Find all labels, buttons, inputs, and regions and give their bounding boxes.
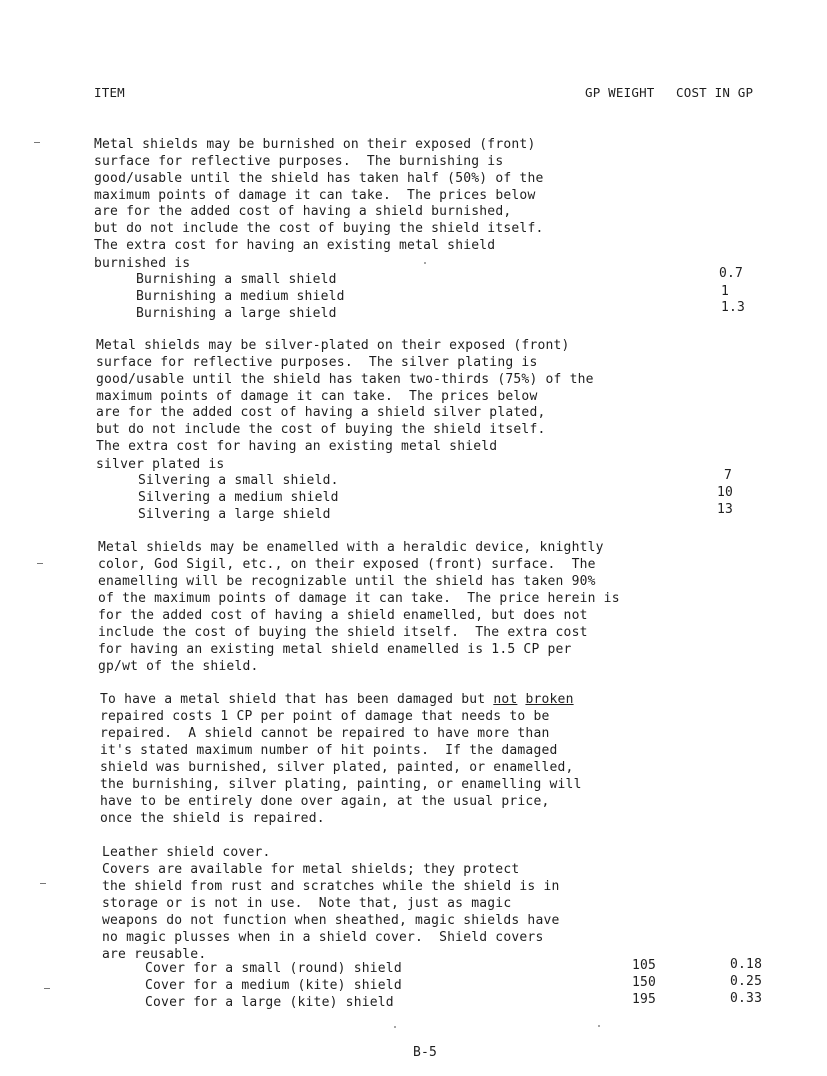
- price-item-cost: 10: [717, 485, 734, 500]
- paragraph-line: include the cost of buying the shield itself. The extra cost: [98, 625, 588, 640]
- price-item-label: Silvering a medium shield: [138, 490, 339, 505]
- repair-line-text: To have a metal shield that has been damaged but: [100, 692, 494, 707]
- scan-speck: [598, 1025, 600, 1027]
- page-number: B-5: [413, 1045, 438, 1060]
- scan-mark: [44, 988, 50, 989]
- paragraph-line: no magic plusses when in a shield cover. Shield covers: [102, 930, 544, 945]
- underlined-not: not: [493, 692, 518, 707]
- paragraph-line: Metal shields may be silver-plated on their exposed (front): [96, 338, 570, 353]
- paragraph-line: The extra cost for having an existing metal shield: [94, 238, 496, 253]
- price-item-weight: 195: [632, 992, 657, 1007]
- price-item-label: Burnishing a large shield: [136, 306, 337, 321]
- paragraph-line: Covers are available for metal shields; they protect: [102, 862, 520, 877]
- price-item-cost: 7: [724, 468, 733, 483]
- price-item-label: Burnishing a medium shield: [136, 289, 345, 304]
- paragraph-line: Metal shields may be burnished on their exposed (front): [94, 137, 536, 152]
- price-item-label: Cover for a large (kite) shield: [145, 995, 394, 1010]
- scan-mark: [34, 142, 40, 143]
- paragraph-line: Leather shield cover.: [102, 845, 271, 860]
- paragraph-line: burnished is: [94, 256, 191, 271]
- price-item-weight: 105: [632, 958, 657, 973]
- column-header-cost: COST IN GP: [676, 85, 754, 100]
- paragraph-line: [100, 692, 574, 709]
- paragraph-line: surface for reflective purposes. The silver plating is: [96, 355, 538, 370]
- paragraph-line: The extra cost for having an existing metal shield: [96, 439, 498, 454]
- paragraph-line: of the maximum points of damage it can take. The price herein is: [98, 591, 620, 606]
- paragraph-line: good/usable until the shield has taken two-thirds (75%) of the: [96, 372, 594, 387]
- paragraph-line: for having an existing metal shield enamelled is 1.5 CP per: [98, 642, 572, 657]
- price-item-cost: 0.7: [719, 266, 744, 281]
- underlined-broken: broken: [525, 692, 574, 707]
- price-item-weight: 150: [632, 975, 657, 990]
- paragraph-line: but do not include the cost of buying the shield itself.: [96, 422, 546, 437]
- paragraph-line: silver plated is: [96, 457, 225, 472]
- paragraph-line: weapons do not function when sheathed, magic shields have: [102, 913, 560, 928]
- paragraph-line: it's stated maximum number of hit points. If the damaged: [100, 743, 558, 758]
- paragraph-line: are for the added cost of having a shield burnished,: [94, 204, 512, 219]
- paragraph-line: once the shield is repaired.: [100, 811, 325, 826]
- paragraph-line: for the added cost of having a shield enamelled, but does not: [98, 608, 588, 623]
- paragraph-line: storage or is not in use. Note that, just as magic: [102, 896, 512, 911]
- scan-speck: [424, 262, 426, 264]
- paragraph-line: surface for reflective purposes. The burnishing is: [94, 154, 504, 169]
- price-item-cost: 1.3: [721, 300, 746, 315]
- paragraph-line: maximum points of damage it can take. The prices below: [94, 188, 536, 203]
- paragraph-line: the burnishing, silver plating, painting, or enamelling will: [100, 777, 582, 792]
- paragraph-line: but do not include the cost of buying the shield itself.: [94, 221, 544, 236]
- price-item-label: Silvering a small shield.: [138, 473, 339, 488]
- price-item-label: Cover for a small (round) shield: [145, 961, 402, 976]
- price-item-label: Cover for a medium (kite) shield: [145, 978, 402, 993]
- price-item-cost: 0.25: [730, 974, 763, 989]
- paragraph-line: color, God Sigil, etc., on their exposed (front) surface. The: [98, 557, 596, 572]
- paragraph-line: have to be entirely done over again, at the usual price,: [100, 794, 550, 809]
- price-item-label: Burnishing a small shield: [136, 272, 337, 287]
- price-item-cost: 1: [721, 284, 730, 299]
- paragraph-line: repaired costs 1 CP per point of damage that needs to be: [100, 709, 550, 724]
- paragraph-line: repaired. A shield cannot be repaired to have more than: [100, 726, 550, 741]
- column-header-gp-weight: GP WEIGHT: [585, 85, 655, 100]
- paragraph-line: are reusable.: [102, 947, 207, 962]
- column-header-item: ITEM: [94, 85, 125, 100]
- price-item-cost: 0.33: [730, 991, 763, 1006]
- paragraph-line: gp/wt of the shield.: [98, 659, 259, 674]
- scan-mark: [37, 563, 43, 564]
- scan-mark: [40, 883, 46, 884]
- paragraph-line: the shield from rust and scratches while the shield is in: [102, 879, 560, 894]
- paragraph-line: are for the added cost of having a shield silver plated,: [96, 405, 546, 420]
- price-item-label: Silvering a large shield: [138, 507, 331, 522]
- paragraph-line: shield was burnished, silver plated, painted, or enamelled,: [100, 760, 574, 775]
- price-item-cost: 0.18: [730, 957, 763, 972]
- paragraph-line: enamelling will be recognizable until the shield has taken 90%: [98, 574, 596, 589]
- price-item-cost: 13: [717, 502, 734, 517]
- paragraph-line: Metal shields may be enamelled with a heraldic device, knightly: [98, 540, 604, 555]
- scan-speck: [394, 1026, 396, 1028]
- paragraph-line: good/usable until the shield has taken half (50%) of the: [94, 171, 544, 186]
- paragraph-line: maximum points of damage it can take. The prices below: [96, 389, 538, 404]
